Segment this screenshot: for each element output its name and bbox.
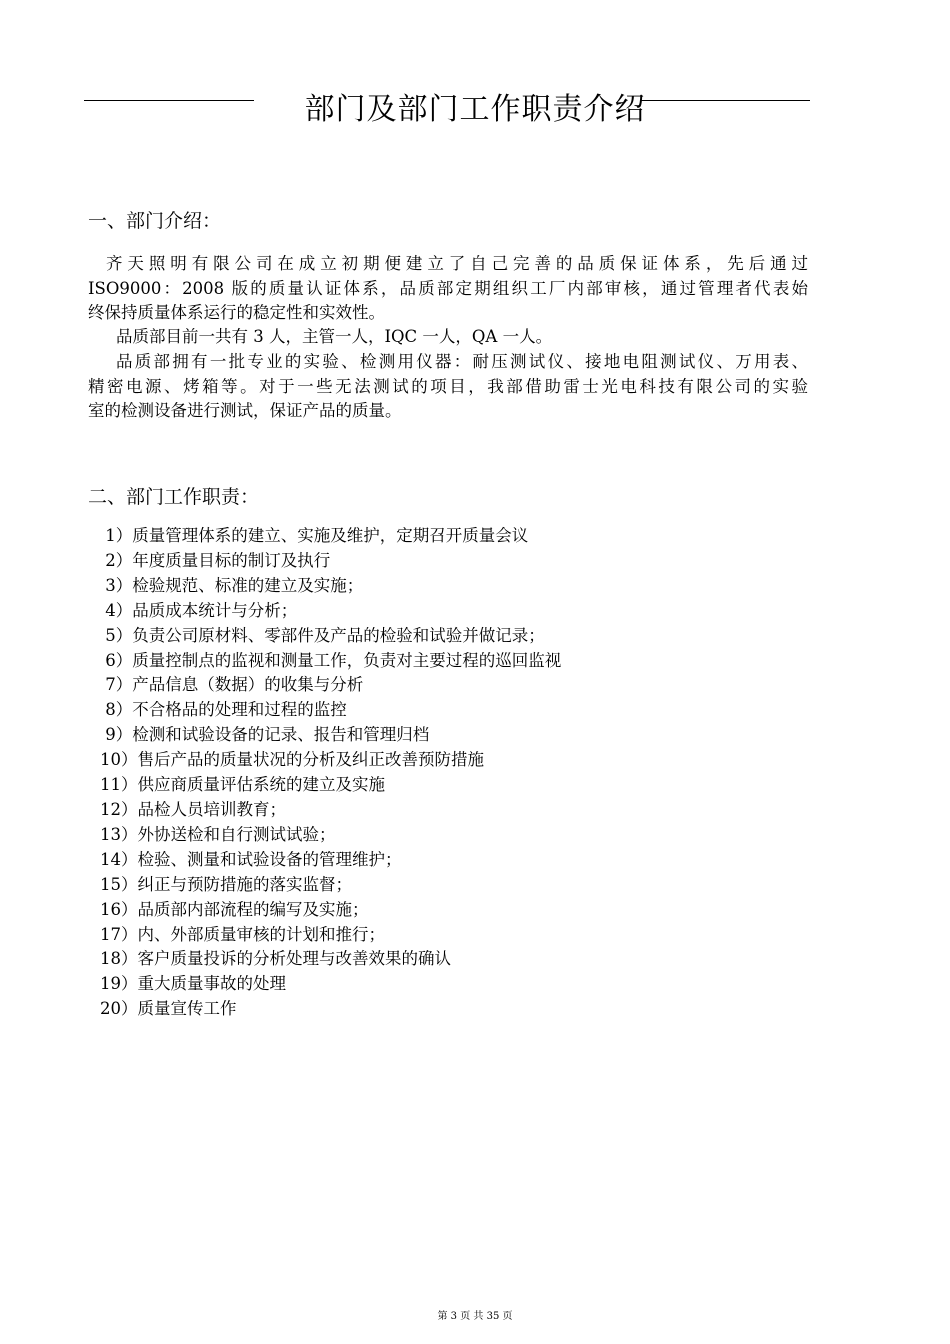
list-item: 8）不合格品的处理和过程的监控 bbox=[100, 700, 347, 720]
list-item: 20）质量宣传工作 bbox=[100, 999, 237, 1019]
intro-paragraph-1 bbox=[88, 252, 808, 326]
intro-paragraph-3 bbox=[88, 350, 808, 424]
list-item: 7）产品信息（数据）的收集与分析 bbox=[100, 675, 364, 695]
list-item: 17）内、外部质量审核的计划和推行； bbox=[100, 924, 385, 944]
intro-paragraph-2 bbox=[88, 325, 808, 350]
list-item: 1）质量管理体系的建立、实施及维护，定期召开质量会议 bbox=[100, 526, 529, 545]
list-item: 6）质量控制点的监视和测量工作，负责对主要过程的巡回监视 bbox=[100, 650, 562, 670]
intro-paragraph-3-line: 品质部拥有一批专业的实验、检测用仪器：耐压测试仪、接地电阻测试仪、万用表、 bbox=[116, 352, 808, 371]
list-item: 19）重大质量事故的处理 bbox=[100, 974, 286, 994]
list-item: 15）纠正与预防措施的落实监督； bbox=[100, 874, 352, 894]
list-item: 5）负责公司原材料、零部件及产品的检验和试验并做记录； bbox=[100, 625, 545, 645]
list-item: 10）售后产品的质量状况的分析及纠正改善预防措施 bbox=[100, 750, 484, 770]
section-heading-duties: 二、部门工作职责： bbox=[88, 486, 260, 508]
list-item: 13）外协送检和自行测试试验； bbox=[100, 824, 336, 844]
intro-paragraph-3-line: 精密电源、烤箱等。对于一些无法测试的项目，我部借助雷士光电科技有限公司的实验 bbox=[88, 376, 808, 396]
list-item: 11）供应商质量评估系统的建立及实施 bbox=[100, 775, 385, 795]
document-title: 部门及部门工作职责介绍 bbox=[304, 92, 646, 127]
intro-paragraph-1-line: 终保持质量体系运行的稳定性和实效性。 bbox=[88, 303, 385, 322]
section-heading-intro: 一、部门介绍： bbox=[88, 210, 222, 232]
duties-list bbox=[100, 524, 561, 1022]
list-item: 14）检验、测量和试验设备的管理维护； bbox=[100, 849, 402, 869]
page-footer bbox=[0, 1310, 950, 1324]
page-number: 第 3 页 共 35 页 bbox=[437, 1311, 513, 1322]
list-item: 18）客户质量投诉的分析处理与改善效果的确认 bbox=[100, 949, 451, 969]
intro-paragraph-2-line: 品质部目前一共有 3 人，主管一人，IQC 一人，QA 一人。 bbox=[116, 327, 553, 346]
list-item: 16）品质部内部流程的编写及实施； bbox=[100, 899, 369, 919]
list-item: 2）年度质量目标的制订及执行 bbox=[100, 550, 331, 570]
list-item: 3）检验规范、标准的建立及实施； bbox=[100, 575, 364, 595]
list-item: 9）检测和试验设备的记录、报告和管理归档 bbox=[100, 725, 430, 745]
list-item: 4）品质成本统计与分析； bbox=[100, 600, 298, 620]
list-item: 12）品检人员培训教育； bbox=[100, 799, 286, 819]
intro-paragraph-1-line: 齐天照明有限公司在成立初期便建立了自己完善的品质保证体系，先后通过 bbox=[106, 254, 808, 273]
intro-paragraph-1-line: ISO9000：2008 版的质量认证体系，品质部定期组织工厂内部审核，通过管理者代表始 bbox=[88, 278, 808, 298]
intro-paragraph-3-line: 室的检测设备进行测试，保证产品的质量。 bbox=[88, 401, 402, 420]
